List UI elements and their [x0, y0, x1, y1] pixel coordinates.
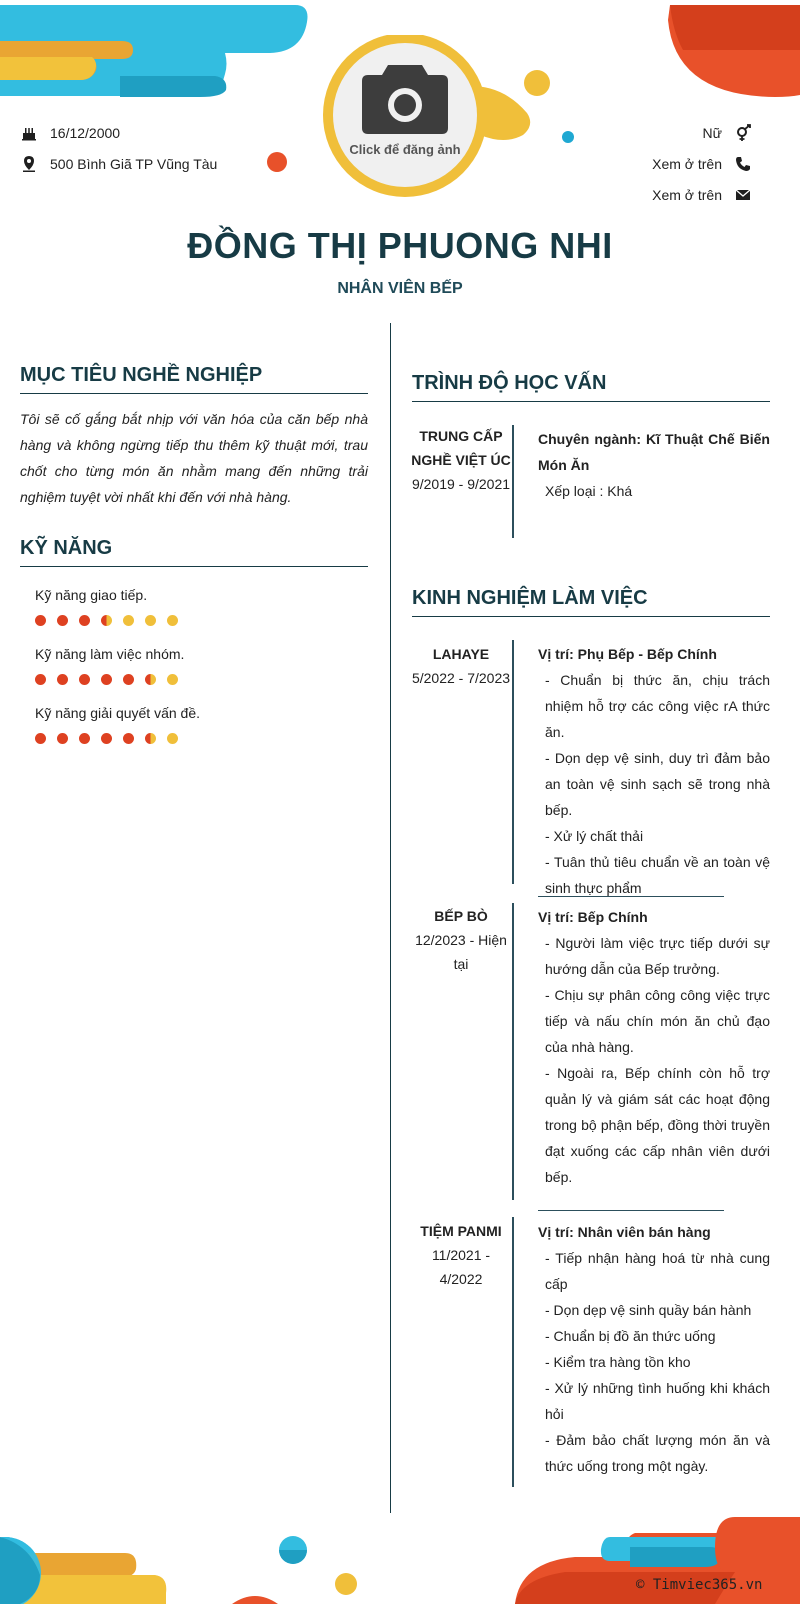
job-1-timeline [512, 640, 514, 884]
decor-bottom-mid [230, 1590, 280, 1604]
decor-bottom-left [0, 1515, 200, 1604]
birthday-text: 16/12/2000 [50, 125, 121, 141]
candidate-job-title: NHÂN VIÊN BẾP [337, 280, 463, 297]
job-2-company: BẾP BÒ [434, 908, 488, 924]
job-2-detail: - Người làm việc trực tiếp dưới sự hướng dẫn của Bếp trưởng. [545, 935, 770, 977]
camera-icon [360, 60, 450, 135]
gender-icon [734, 124, 752, 142]
job-3-position: Vị trí: Nhân viên bán hàng [538, 1224, 711, 1240]
rating-dot [79, 733, 90, 744]
map-pin-icon [20, 155, 38, 173]
education-timeline [512, 425, 514, 538]
skill-name: Kỹ năng giao tiếp. [35, 587, 148, 603]
gender-text: Nữ [702, 125, 722, 141]
education-right [538, 426, 770, 504]
job-3-timeline [512, 1217, 514, 1487]
job-3-detail: - Dọn dẹp vệ sinh quầy bán hành [545, 1302, 752, 1318]
job-separator [538, 896, 724, 897]
gender-row [703, 124, 752, 142]
rating-dot [101, 615, 112, 626]
rating-dot [145, 615, 156, 626]
phone-row [652, 155, 752, 173]
envelope-icon [734, 186, 752, 204]
job-2-detail: - Chịu sự phân công công việc trực tiếp và nấu chín món ăn chủ đạo của nhà hàng. [545, 987, 770, 1055]
job-2-left [410, 904, 512, 976]
photo-label: Click để đăng ảnh [349, 142, 461, 157]
rating-dot [35, 615, 46, 626]
job-1-left [410, 642, 512, 690]
education-title: TRÌNH ĐỘ HỌC VẤN [412, 372, 770, 402]
rating-dot [101, 674, 112, 685]
job-1-detail: - Dọn dẹp vệ sinh, duy trì đảm bảo an toàn vệ sinh sạch sẽ trong nhà bếp. [545, 750, 770, 818]
rating-dot [79, 674, 90, 685]
rating-dot [57, 674, 68, 685]
education-grade: Xếp loại : Khá [545, 483, 633, 499]
job-1-period: 5/2022 - 7/2023 [411, 670, 511, 686]
rating-dot [101, 733, 112, 744]
job-2-timeline [512, 903, 514, 1200]
experience-title: KINH NGHIỆM LÀM VIỆC [412, 587, 770, 617]
job-1-right [538, 641, 770, 901]
decor-top-right [665, 0, 800, 100]
job-3-company: TIỆM PANMI [420, 1223, 502, 1239]
rating-dot [167, 674, 178, 685]
skill-name: Kỹ năng làm việc nhóm. [35, 646, 185, 662]
phone-icon [734, 155, 752, 173]
candidate-name: ĐỒNG THỊ PHUONG NHI [187, 225, 613, 266]
education-period: 9/2019 - 9/2021 [411, 476, 511, 492]
rating-dot [79, 615, 90, 626]
job-1-detail: - Chuẩn bị thức ăn, chịu trách nhiệm hỗ trợ các công việc rA thức ăn. [545, 672, 770, 740]
job-3-left [410, 1219, 512, 1291]
photo-upload[interactable] [335, 45, 475, 185]
job-3-detail: - Kiểm tra hàng tồn kho [545, 1354, 691, 1370]
phone-text: Xem ở trên [652, 156, 722, 172]
job-1-position: Vị trí: Phụ Bếp - Bếp Chính [538, 646, 717, 662]
job-1-detail: - Xử lý chất thải [545, 828, 644, 844]
rating-dot [167, 733, 178, 744]
footer-credit: © Timviec365.vn [636, 1577, 763, 1593]
job-2-period: 12/2023 - Hiện tại [415, 932, 507, 972]
job-1-detail: - Tuân thủ tiêu chuẩn về an toàn vệ sinh thực phẩm [545, 854, 770, 896]
skills-title: KỸ NĂNG [20, 537, 368, 567]
objective-title: MỤC TIÊU NGHỀ NGHIỆP [20, 364, 368, 394]
rating-dot [57, 615, 68, 626]
job-2-right [538, 904, 770, 1190]
rating-dot [35, 674, 46, 685]
rating-dot [57, 733, 68, 744]
job-3-period: 11/2021 - 4/2022 [431, 1247, 491, 1287]
birthday-row [20, 124, 120, 142]
address-row [20, 155, 217, 173]
rating-dot [123, 615, 134, 626]
email-row [652, 186, 752, 204]
job-3-right [538, 1219, 770, 1479]
job-3-detail: - Tiếp nhận hàng hoá từ nhà cung cấp [545, 1250, 770, 1292]
job-3-detail: - Đảm bảo chất lượng món ăn và thức uống trong một ngày. [545, 1432, 770, 1474]
rating-dot [167, 615, 178, 626]
rating-dot [35, 733, 46, 744]
job-1-company: LAHAYE [432, 646, 490, 662]
job-2-detail: - Ngoài ra, Bếp chính còn hỗ trợ quản lý và giám sát các hoạt động trong bộ phận bếp, đồng thời truyền đạt xuống các cấp nhân viên dưới bếp. [545, 1065, 770, 1185]
decor-bottom-center [270, 1535, 380, 1604]
email-text: Xem ở trên [652, 187, 722, 203]
rating-dot [145, 674, 156, 685]
objective-text: Tôi sẽ cố gắng bắt nhịp với văn hóa của căn bếp nhà hàng và không ngừng tiếp thu thêm kỹ thuật mới, trau chốt cho từng món ăn nhằm mang đến những trải nghiệm tuyệt vời nhất khi đến với nhà hàng. [20, 411, 368, 505]
job-3-detail: - Chuẩn bị đồ ăn thức uống [545, 1328, 716, 1344]
school-name: TRUNG CẤP NGHỀ VIỆT ÚC [411, 428, 511, 468]
education-major: Chuyên ngành: Kĩ Thuật Chế Biến Món Ăn [538, 431, 770, 473]
address-text: 500 Bình Giã TP Vũng Tàu [50, 156, 218, 172]
decor-top-left [0, 0, 310, 100]
skill-name: Kỹ năng giải quyết vấn đề. [35, 705, 201, 721]
job-3-detail: - Xử lý những tình huống khi khách hỏi [545, 1380, 770, 1422]
rating-dot [123, 733, 134, 744]
column-divider [390, 323, 391, 1513]
job-separator [538, 1210, 724, 1211]
rating-dot [123, 674, 134, 685]
education-left [410, 424, 512, 496]
job-2-position: Vị trí: Bếp Chính [538, 909, 648, 925]
rating-dot [145, 733, 156, 744]
cake-icon [20, 124, 38, 142]
